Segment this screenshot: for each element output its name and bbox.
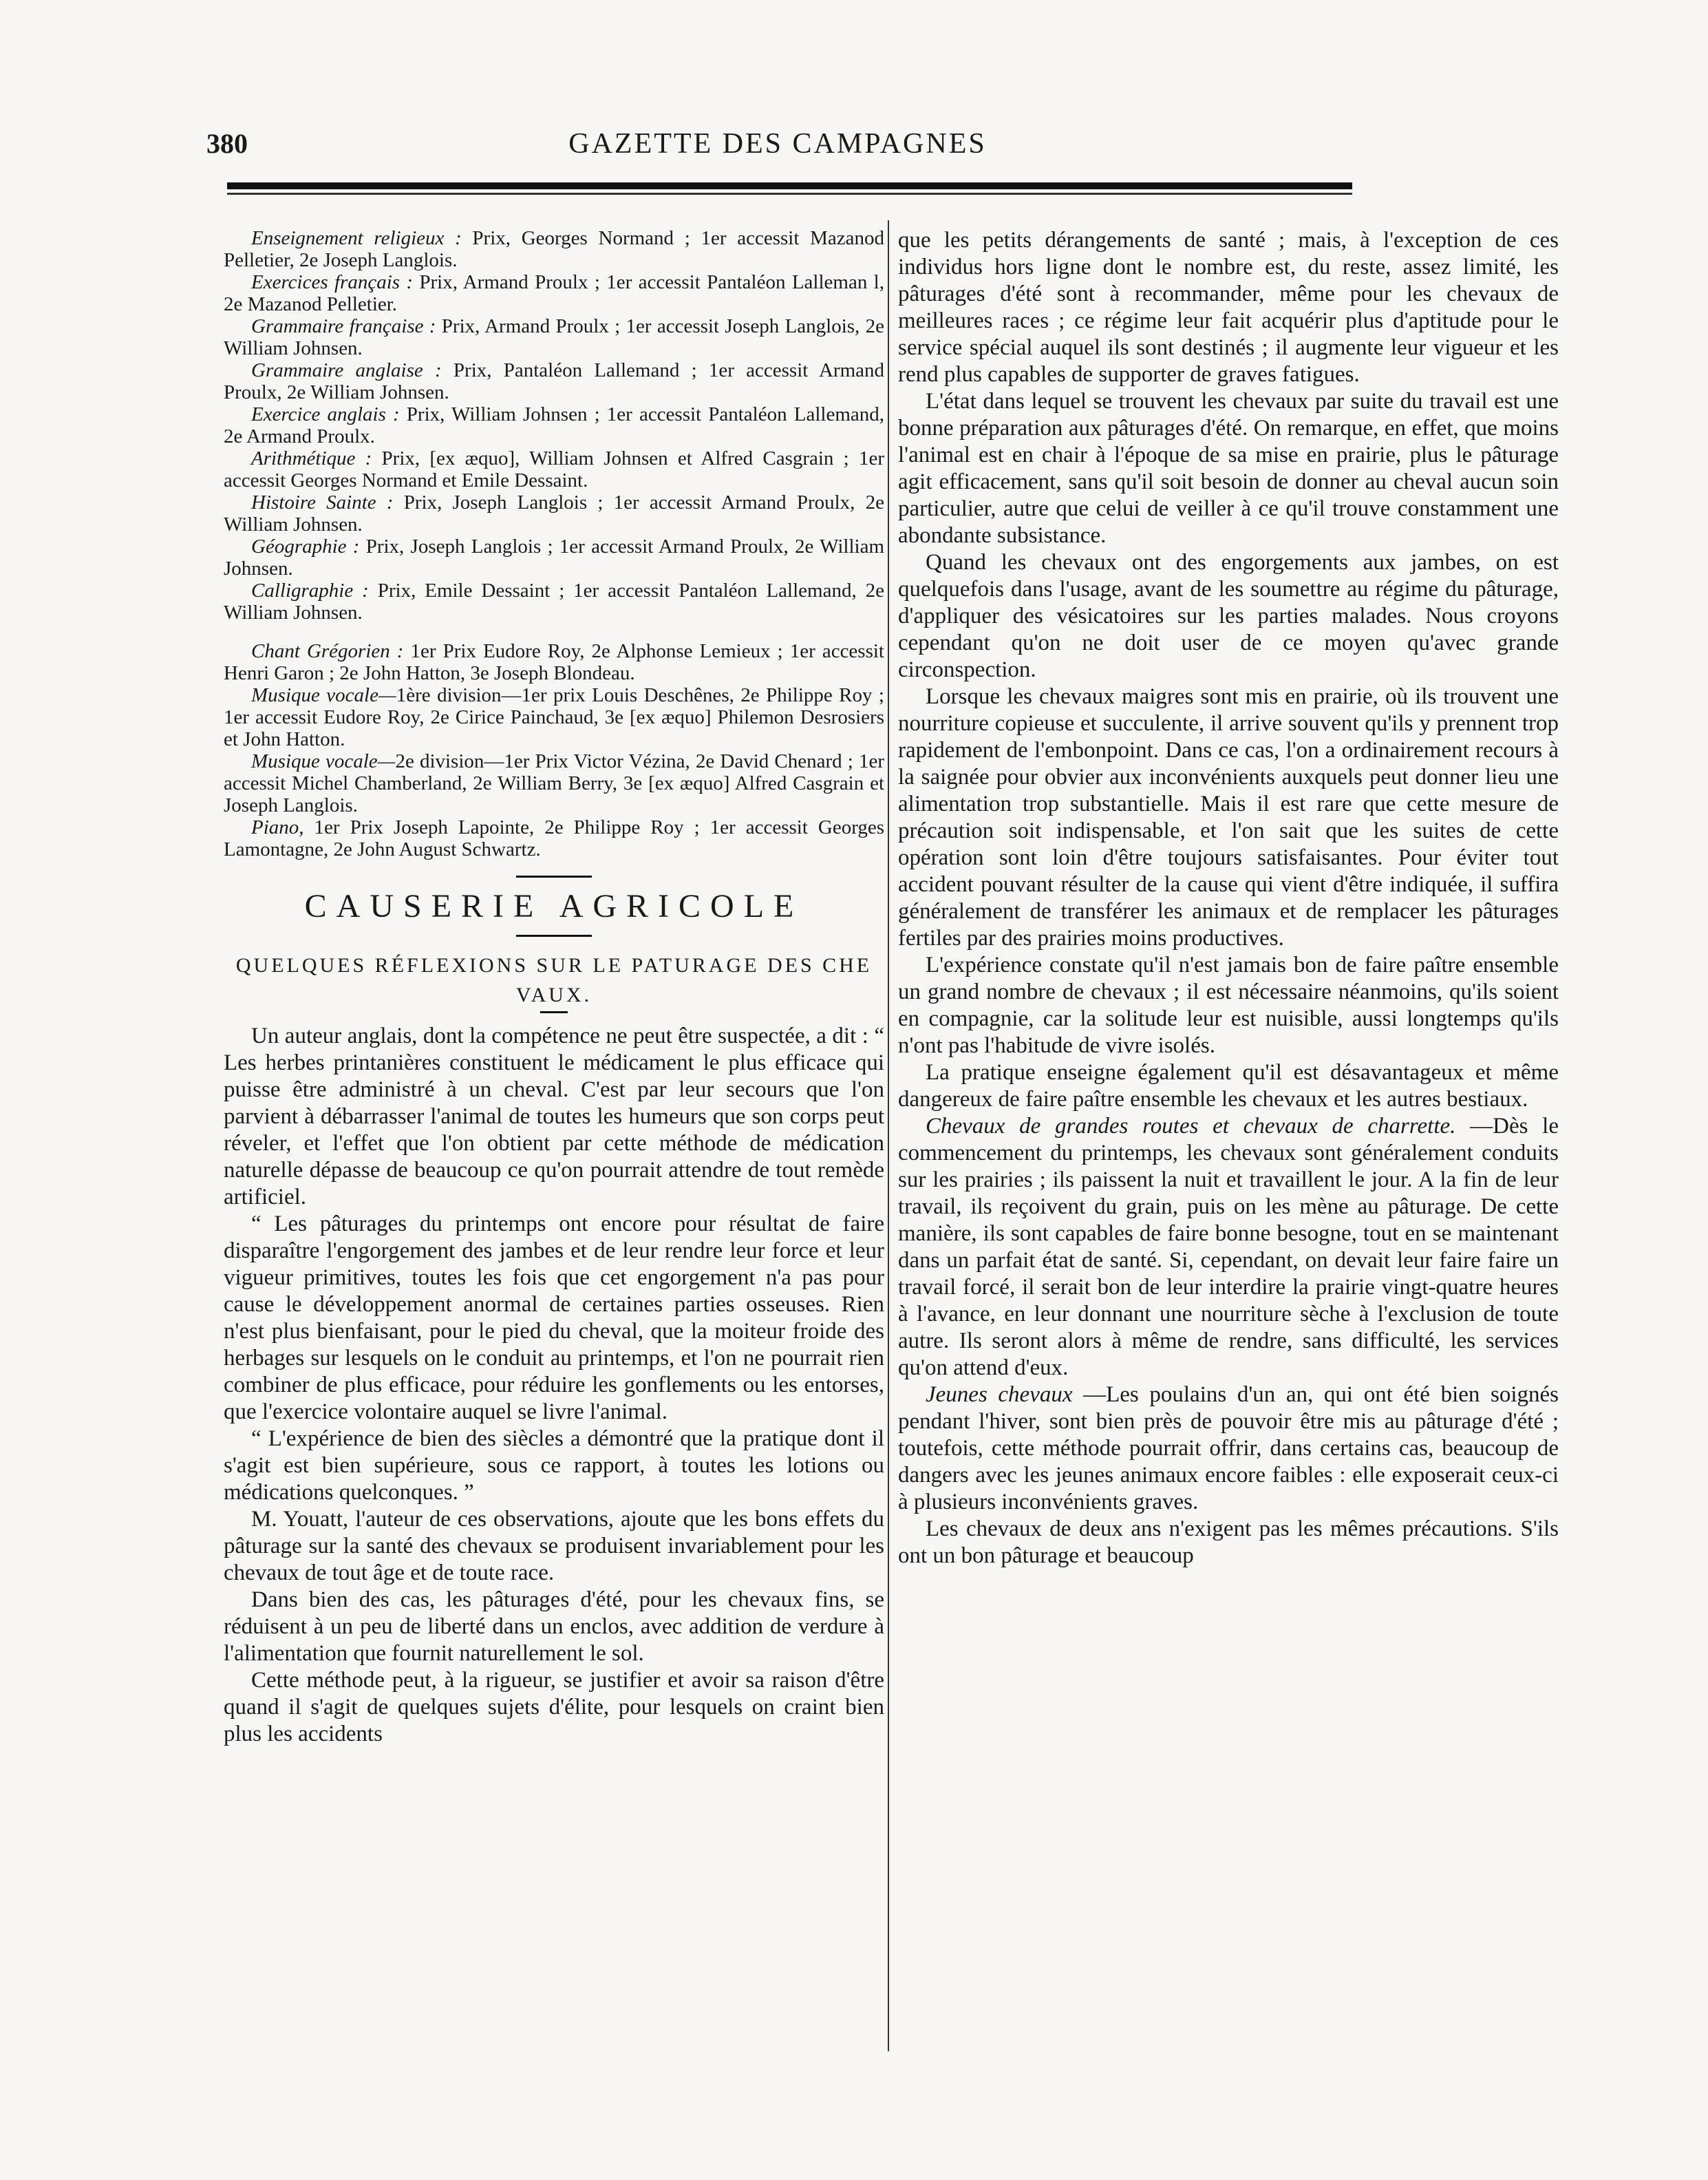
running-title: GAZETTE DES CAMPAGNES	[568, 128, 987, 160]
right-column	[898, 227, 1559, 2044]
award-text: Prix, Joseph Langlois ; 1er accessit Armand Proulx, 2e William Johnsen.	[224, 491, 884, 536]
award-entry	[224, 491, 884, 536]
article-title: QUELQUES RÉFLEXIONS SUR LE PATURAGE DES CHE	[235, 954, 873, 977]
award-entry	[224, 640, 884, 684]
paragraph-text: L'expérience constate qu'il n'est jamais bon de faire paître ensemble un grand nombre de chevaux ; il est nécessaire néanmoins, qu'ils soient en compagnie, car la solitude leur est nuisible, aussi longtemps qu'ils n'ont pas l'habitude de vivre isolés.	[898, 953, 1559, 1058]
award-entry	[224, 580, 884, 624]
paragraph: Un auteur anglais, dont la compétence ne peut être suspectée, a dit : “ Les herbes printanières constituent le médicament le plus efficace qui puisse être administré à un cheval. C'est par leur secours que l'on parvient à débarrasser l'animal de toutes les humeurs que son corps peut réveler, et l'effet que l'on obtient par cette méthode de médication naturelle dépasse de beaucoup ce qu'on pourrait attendre de tout remède artificiel.	[224, 1024, 884, 1209]
paragraph: “ Les pâturages du printemps ont encore pour résultat de faire disparaître l'engorgement des jambes et de leur rendre leur force et leur vigueur primitives, toutes les fois que cet engorgement n'a pas pour cause le développement anormal de certaines parties osseuses. Rien n'est plus bienfaisant, pour le pied du cheval, que la moiteur froide des herbages sur lesquels on le conduit au printemps, et l'on ne pourrait rien combiner de plus efficace, pour réduire les gonflements ou les entorses, que l'exercice volontaire auquel se livre l'animal.	[224, 1211, 884, 1424]
paragraph	[898, 684, 1559, 952]
column-divider	[888, 220, 889, 2051]
header-rule-thin	[227, 193, 1352, 195]
article-title-continued: VAUX.	[515, 984, 593, 1006]
award-subject: Enseignement religieux :	[251, 227, 462, 249]
award-text: 1er Prix Eudore Roy, 2e Alphonse Lemieux ; 1er accessit Henri Garon ; 2e John Hatton, 3e Joseph Blondeau.	[224, 640, 884, 684]
award-subject: Grammaire anglaise :	[251, 359, 442, 381]
award-subject: Exercices français :	[251, 271, 414, 293]
section-title: CAUSERIE AGRICOLE	[304, 888, 804, 924]
award-entry	[224, 359, 884, 403]
prize-list	[224, 227, 884, 860]
award-subject: Exercice anglais :	[251, 403, 400, 425]
title-divider	[516, 935, 592, 937]
award-entry	[224, 315, 884, 359]
spacer	[224, 624, 884, 640]
award-entry	[224, 536, 884, 580]
header-rule-thick	[227, 182, 1352, 189]
section-divider	[516, 876, 592, 878]
award-subject: Musique vocale—	[251, 750, 396, 772]
award-text: Prix, Emile Dessaint ; 1er accessit Pantaléon Lallemand, 2e William Johnsen.	[224, 580, 884, 624]
paragraph-text: La pratique enseigne également qu'il est désavantageux et même dangereux de faire paître ensemble les chevaux et les autres bestiaux.	[898, 1060, 1559, 1112]
award-subject: Grammaire française :	[251, 315, 436, 337]
award-text: Prix, Georges Normand ; 1er accessit Mazanod Pelletier, 2e Joseph Langlois.	[224, 227, 884, 271]
award-entry	[224, 227, 884, 271]
paragraph: M. Youatt, l'auteur de ces observations, ajoute que les bons effets du pâturage sur la santé des chevaux se produisent invariablement pour les chevaux de tout âge et de toute race.	[224, 1507, 884, 1585]
paragraph-text: que les petits dérangements de santé ; mais, à l'exception de ces individus hors ligne dont le nombre est, du reste, assez limité, les pâturages d'été sont à recommander, même pour les chevaux de meilleures races ; ce régime leur fait acquérir plus d'aptitude pour le service spécial auquel ils sont destinés ; il augmente leur vigueur et les rend plus capables de supporter de graves fatigues.	[898, 228, 1559, 387]
award-subject: Piano,	[251, 816, 304, 838]
award-entry	[224, 271, 884, 315]
page-number: 380	[206, 128, 248, 159]
left-column	[224, 227, 884, 2044]
award-entry	[224, 750, 884, 816]
paragraph	[898, 1382, 1559, 1516]
paragraph	[898, 1113, 1559, 1382]
paragraph	[898, 952, 1559, 1059]
award-text: 2e division—1er Prix Victor Vézina, 2e David Chenard ; 1er accessit Michel Chamberland, 2e William Berry, 3e [ex æquo] Alfred Casgrain et Joseph Langlois.	[224, 750, 884, 816]
paragraph	[898, 227, 1559, 388]
paragraph	[898, 549, 1559, 684]
award-subject: Géographie :	[251, 536, 360, 558]
paragraph-text: Quand les chevaux ont des engorgements aux jambes, on est quelquefois dans l'usage, avant de les soumettre au régime du pâturage, d'appliquer des vésicatoires sur les parties malades. Nous croyons cependant qu'on ne doit user de ce moyen qu'avec grande circonspection.	[898, 550, 1559, 682]
paragraph-text: —Dès le commencement du printemps, les chevaux sont généralement conduits sur les prairies ; ils paissent la nuit et travaillent le jour. A la fin de leur travail, ils reçoivent du grain, puis on les mène au pâturage. De cette manière, ils sont capables de faire bonne besogne, tout en se maintenant dans un parfait état de santé. Si, cependant, on devait leur faire faire un travail forcé, il serait bon de leur interdire la prairie vingt-quatre heures à l'avance, en leur donnant une nourriture sèche à l'exclusion de toute autre. Ils seront alors à même de rendre, sans difficulté, les services qu'on attend d'eux.	[898, 1114, 1559, 1380]
award-entry	[224, 816, 884, 860]
award-subject: Histoire Sainte :	[251, 491, 394, 514]
paragraph: “ L'expérience de bien des siècles a démontré que la pratique dont il s'agit est bien supérieure, sous ce rapport, à toutes les lotions ou médications quelconques. ”	[224, 1426, 884, 1505]
award-text: Prix, Joseph Langlois ; 1er accessit Armand Proulx, 2e William Johnsen.	[224, 536, 884, 580]
award-text: 1er Prix Joseph Lapointe, 2e Philippe Roy ; 1er accessit Georges Lamontagne, 2e John August Schwartz.	[224, 816, 884, 860]
page-header	[206, 127, 1349, 169]
award-text: Prix, William Johnsen ; 1er accessit Pantaléon Lallemand, 2e Armand Proulx.	[224, 403, 884, 447]
paragraph-lead: Jeunes chevaux	[926, 1382, 1073, 1407]
paragraph-lead: Chevaux de grandes routes et chevaux de charrette.	[926, 1114, 1456, 1139]
award-text: 1ère division—1er prix Louis Deschênes, 2e Philippe Roy ; 1er accessit Eudore Roy, 2e Cirice Painchaud, 3e [ex æquo] Philemon Desrosiers et John Hatton.	[224, 684, 884, 750]
paragraph	[898, 1059, 1559, 1113]
award-subject: Arithmétique :	[251, 447, 372, 469]
paragraph: Dans bien des cas, les pâturages d'été, pour les chevaux fins, se réduisent à un peu de liberté dans un enclos, avec addition de verdure à l'alimentation que fournit naturellement le sol.	[224, 1587, 884, 1666]
paragraph-text: Lorsque les chevaux maigres sont mis en prairie, où ils trouvent une nourriture copieuse et succulente, il arrive souvent qu'ils y prennent trop rapidement de l'embonpoint. Dans ce cas, l'on a ordinairement recours à la saignée pour obvier aux inconvénients auxquels peut donner lieu une alimentation trop substantielle. Mais il est rare que cette mesure de précaution soit indispensable, et l'on sait que les suites de cette opération sont loin d'être toujours satisfaisantes. Pour éviter tout accident pouvant résulter de la cause qui vient d'être indiquée, il suffira généralement de transférer les animaux et de remplacer les pâturages fertiles par des prairies moins productives.	[898, 684, 1559, 951]
paragraph-text: —Les poulains d'un an, qui ont été bien soignés pendant l'hiver, sont bien près de pouvoir être mis au pâturage d'été ; toutefois, cette méthode pourrait offrir, dans certains cas, beaucoup de dangers avec les jeunes animaux encore faibles : elle exposerait ceux-ci à plusieurs inconvénients graves.	[898, 1382, 1559, 1514]
award-text: Prix, Pantaléon Lallemand ; 1er accessit Armand Proulx, 2e William Johnsen.	[224, 359, 884, 403]
award-text: Prix, Armand Proulx ; 1er accessit Pantaléon Lalleman l, 2e Mazanod Pelletier.	[224, 271, 884, 315]
award-entry	[224, 447, 884, 491]
award-subject: Chant Grégorien :	[251, 640, 404, 662]
award-subject: Calligraphie :	[251, 580, 369, 602]
paragraph-text: Les chevaux de deux ans n'exigent pas les mêmes précautions. S'ils ont un bon pâturage et beaucoup	[898, 1516, 1559, 1568]
award-text: Prix, Armand Proulx ; 1er accessit Joseph Langlois, 2e William Johnsen.	[224, 315, 884, 359]
article-divider	[540, 1011, 568, 1013]
paragraph	[898, 388, 1559, 549]
paragraph: Cette méthode peut, à la rigueur, se justifier et avoir sa raison d'être quand il s'agit de quelques sujets d'élite, pour lesquels on craint bien plus les accidents	[224, 1668, 884, 1746]
paragraph	[898, 1516, 1559, 1569]
award-entry	[224, 684, 884, 750]
award-subject: Musique vocale—	[251, 684, 396, 706]
award-text: Prix, [ex æquo], William Johnsen et Alfred Casgrain ; 1er accessit Georges Normand et Emile Dessaint.	[224, 447, 884, 491]
award-entry	[224, 403, 884, 447]
paragraph-text: L'état dans lequel se trouvent les chevaux par suite du travail est une bonne préparation aux pâturages d'été. On remarque, en effet, que moins l'animal est en chair à l'époque de sa mise en prairie, plus le pâturage agit efficacement, sans qu'il soit besoin de donner au cheval aucun soin particulier, autre que celui de veiller à ce qu'il trouve constamment une abondante subsistance.	[898, 389, 1559, 548]
